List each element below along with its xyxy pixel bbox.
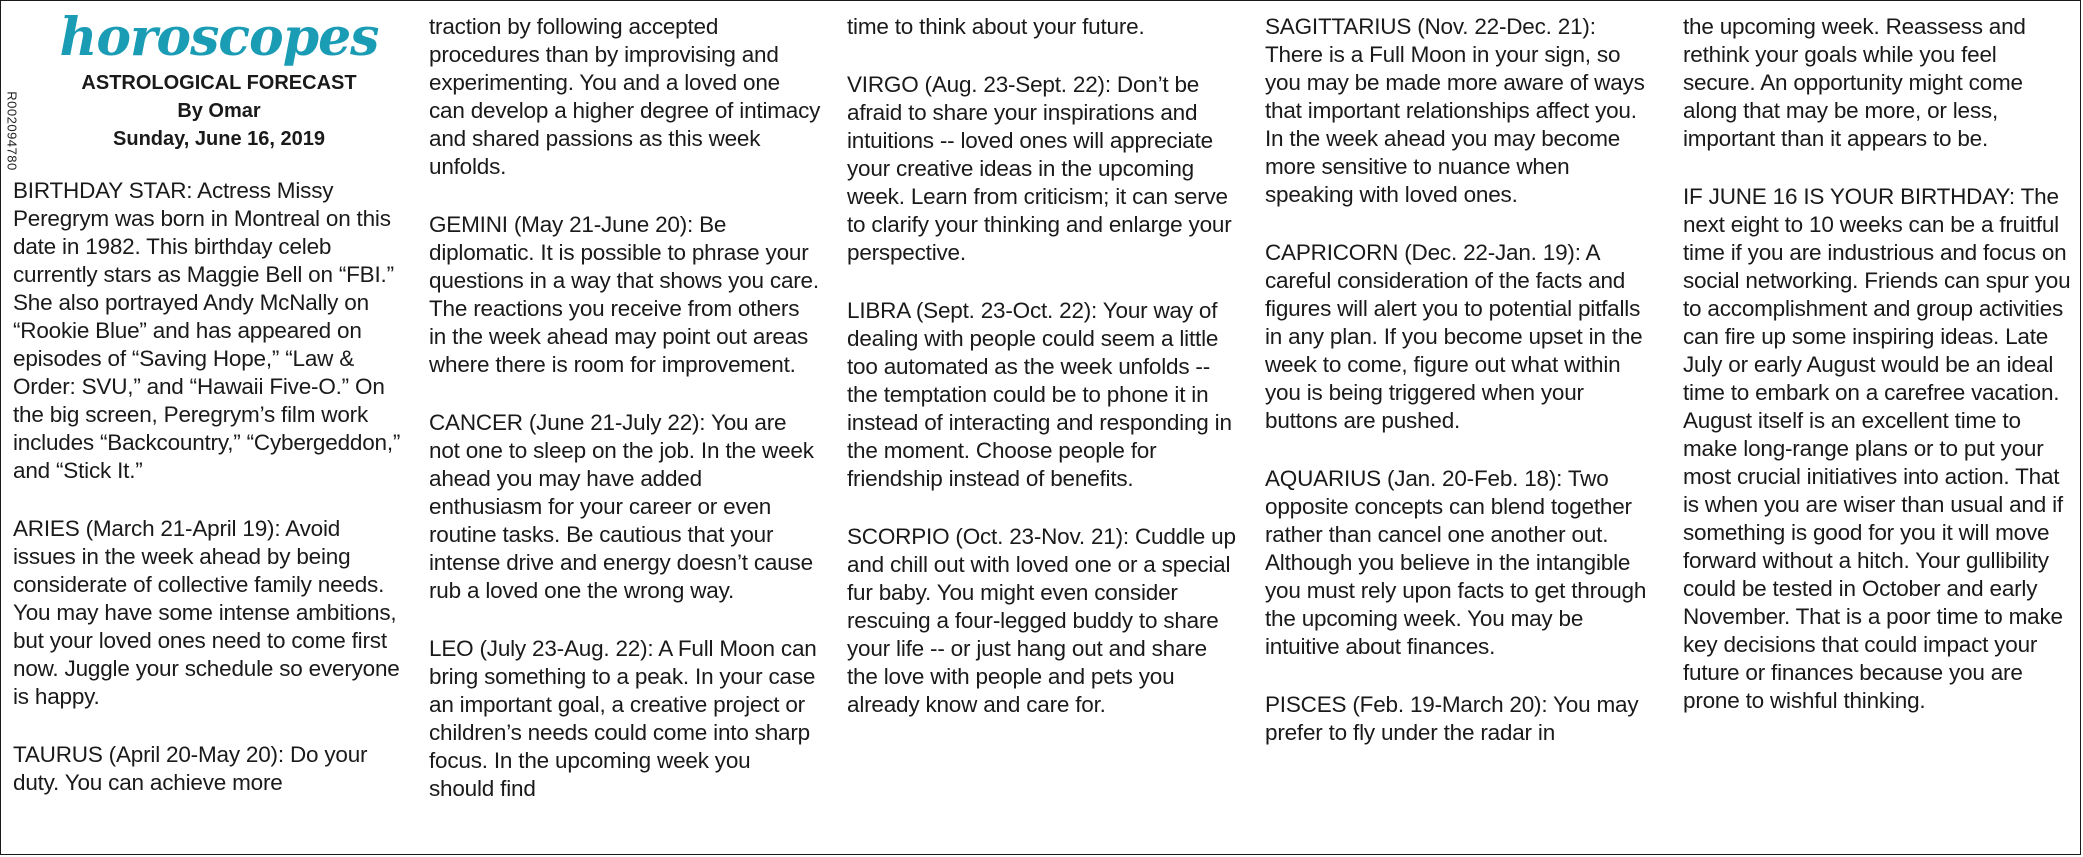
sagittarius-paragraph: SAGITTARIUS (Nov. 22-Dec. 21): There is a Full Moon in your sign, so you may be made more aware of ways that important relationships affect you. In the week ahead you may become more sensitive to nuance when speaking with loved ones. xyxy=(1265,14,1645,207)
pisces-paragraph-start: PISCES (Feb. 19-March 20): You may prefer to fly under the radar in xyxy=(1265,692,1639,745)
side-code-text: R002094780 xyxy=(4,91,20,171)
pisces-paragraph-continued: the upcoming week. Reassess and rethink your goals while you feel secure. An opportunity might come along that may be more, or less, important than it appears to be. xyxy=(1683,14,2026,151)
gemini-paragraph: GEMINI (May 21-June 20): Be diplomatic. It is possible to phrase your questions in a way that shows you care. The reactions you receive from others in the week ahead may point out areas where there is room for improvement. xyxy=(429,212,819,377)
column-3 xyxy=(831,1,1249,854)
birthday-star-paragraph: BIRTHDAY STAR: Actress Missy Peregrym was born in Montreal on this date in 1982. This birthday celeb currently stars as Maggie Bell on “FBI.” She also portrayed Andy McNally on “Rookie Blue” and has appeared on episodes of “Saving Hope,” “Law & Order: SVU,” and “Hawaii Five-O.” On the big screen, Peregrym’s film work includes “Backcountry,” “Cybergeddon,” and “Stick It.” xyxy=(13,178,401,483)
column-4 xyxy=(1249,1,1667,854)
column-1-text xyxy=(13,177,405,797)
column-2 xyxy=(413,1,831,854)
side-code xyxy=(1,71,23,191)
date-line: Sunday, June 16, 2019 xyxy=(113,128,325,150)
libra-paragraph: LIBRA (Sept. 23-Oct. 22): Your way of dealing with people could seem a little too automated as the week unfolds -- the temptation could be to phone it in instead of interacting and responding in the moment. Choose people for friendship instead of benefits. xyxy=(847,298,1232,491)
column-5 xyxy=(1667,1,2081,854)
birthday-forecast-paragraph: IF JUNE 16 IS YOUR BIRTHDAY: The next eight to 10 weeks can be a fruitful time if you are industrious and focus on social networking. Friends can spur you to accomplishment and group activities can fire up some inspiring ideas. Late July or early August would be an ideal time to embark on a carefree vacation. August itself is an excellent time to make long-range plans or to put your most crucial initiatives into action. That is when you are wiser than usual and if something is good for you it will move forward without a hitch. Your gullibility could be tested in October and early November. That is a poor time to make key decisions that could impact your future or finances because you are prone to wishful thinking. xyxy=(1683,184,2071,713)
virgo-paragraph: VIRGO (Aug. 23-Sept. 22): Don’t be afraid to share your inspirations and intuitions -- loved ones will appreciate your creative ideas in the upcoming week. Learn from criticism; it can serve to clarify your thinking and enlarge your perspective. xyxy=(847,72,1232,265)
byline: By Omar xyxy=(177,100,261,122)
scorpio-paragraph: SCORPIO (Oct. 23-Nov. 21): Cuddle up and chill out with loved one or a special fur baby. You might even consider rescuing a four-legged buddy to share your life -- or just hang out and share the love with people and pets you already know and care for. xyxy=(847,524,1236,717)
taurus-paragraph-start: TAURUS (April 20-May 20): Do your duty. You can achieve more xyxy=(13,742,368,795)
capricorn-paragraph: CAPRICORN (Dec. 22-Jan. 19): A careful consideration of the facts and figures will alert you to potential pitfalls in any plan. If you become upset in the week to come, figure out what within you is being triggered when your buttons are pushed. xyxy=(1265,240,1643,433)
aquarius-paragraph: AQUARIUS (Jan. 20-Feb. 18): Two opposite concepts can blend together rather than cancel one another out. Although you believe in the intangible you must rely upon facts to get through the upcoming week. You may be intuitive about finances. xyxy=(1265,466,1647,659)
masthead xyxy=(33,9,405,153)
column-1 xyxy=(1,1,413,854)
cancer-paragraph: CANCER (June 21-July 22): You are not one to sleep on the job. In the week ahead you may have added enthusiasm for your career or even routine tasks. Be cautious that your intense drive and energy doesn’t cause rub a loved one the wrong way. xyxy=(429,410,814,603)
horoscopes-logo: horoscopes xyxy=(59,7,379,68)
taurus-paragraph-continued: traction by following accepted procedures than by improvising and experimenting. You and a loved one can develop a higher degree of intimacy and shared passions as this week unfolds. xyxy=(429,14,821,179)
leo-paragraph-start: LEO (July 23-Aug. 22): A Full Moon can bring something to a peak. In your case an important goal, a creative project or children’s needs could come into sharp focus. In the upcoming week you should find xyxy=(429,636,817,801)
leo-paragraph-continued: time to think about your future. xyxy=(847,14,1145,39)
aries-paragraph: ARIES (March 21-April 19): Avoid issues in the week ahead by being considerate of collective family needs. You may have some intense ambitions, but your loved ones need to come first now. Juggle your schedule so everyone is happy. xyxy=(13,516,400,709)
forecast-label: ASTROLOGICAL FORECAST xyxy=(81,72,357,94)
